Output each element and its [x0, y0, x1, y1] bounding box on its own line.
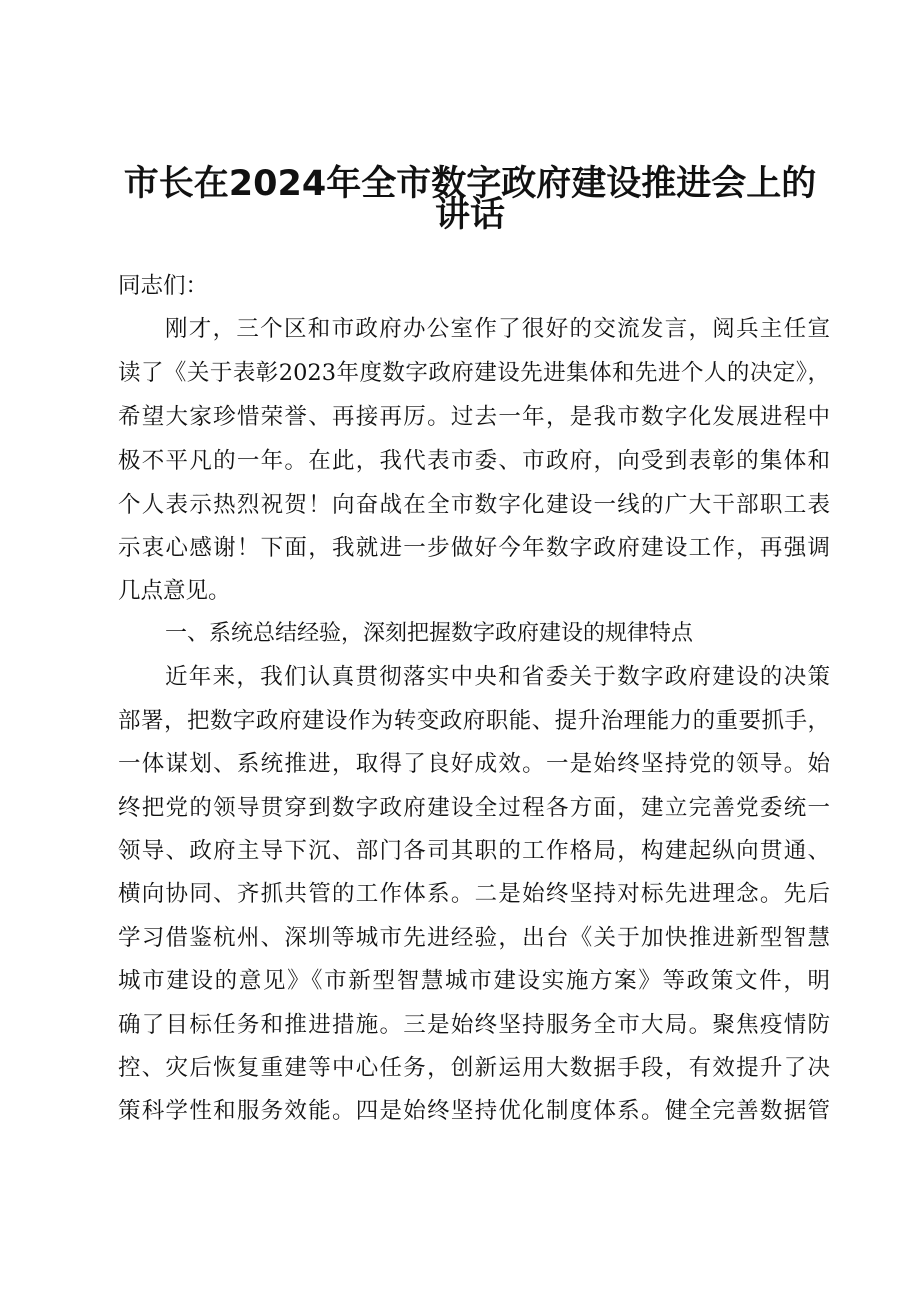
paragraph-line: 控、灾后恢复重建等中心任务，创新运用大数据手段，有效提升了决 [118, 1055, 830, 1081]
paragraph-line: 读了《关于表彰2023年度数字政府建设先进集体和先进个人的决定》， [118, 360, 830, 386]
paragraph-line: 极不平凡的一年。在此，我代表市委、市政府，向受到表彰的集体和 [118, 448, 830, 474]
paragraph-line: 领导、政府主导下沉、部门各司其职的工作格局，构建起纵向贯通、 [118, 838, 830, 864]
paragraph-line: 城市建设的意见》《市新型智慧城市建设实施方案》等政策文件，明 [118, 968, 830, 994]
paragraph-line: 终把党的领导贯穿到数字政府建设全过程各方面，建立完善党委统一 [118, 795, 830, 821]
paragraph-line: 横向协同、齐抓共管的工作体系。二是始终坚持对标先进理念。先后 [118, 881, 830, 907]
paragraph-line: 确了目标任务和推进措施。三是始终坚持服务全市大局。聚焦疫情防 [118, 1012, 830, 1038]
section-heading: 一、系统总结经验，深刻把握数字政府建设的规律特点 [165, 621, 694, 646]
paragraph-line: 部署，把数字政府建设作为转变政府职能、提升治理能力的重要抓手， [118, 708, 830, 734]
paragraph-line: 学习借鉴杭州、深圳等城市先进经验，出台《关于加快推进新型智慧 [118, 925, 830, 951]
paragraph-line: 希望大家珍惜荣誉、再接再厉。过去一年，是我市数字化发展进程中 [118, 404, 830, 430]
paragraph-line: 近年来，我们认真贯彻落实中央和省委关于数字政府建设的决策 [165, 664, 830, 690]
paragraph-line: 一体谋划、系统推进，取得了良好成效。一是始终坚持党的领导。始 [118, 751, 830, 777]
paragraph-line: 几点意见。 [118, 578, 231, 604]
paragraph-line: 示衷心感谢！下面，我就进一步做好今年数字政府建设工作，再强调 [118, 535, 830, 561]
paragraph-line: 个人表示热烈祝贺！向奋战在全市数字化建设一线的广大干部职工表 [118, 492, 830, 518]
paragraph-line: 刚才，三个区和市政府办公室作了很好的交流发言，阅兵主任宣 [165, 316, 830, 342]
paragraph-line: 策科学性和服务效能。四是始终坚持优化制度体系。健全完善数据管 [118, 1098, 830, 1124]
salutation: 同志们： [118, 273, 209, 299]
document-title-line-2: 讲话 [434, 195, 505, 235]
document-title-line-1: 市长在2024年全市数字政府建设推进会上的 [123, 164, 817, 204]
